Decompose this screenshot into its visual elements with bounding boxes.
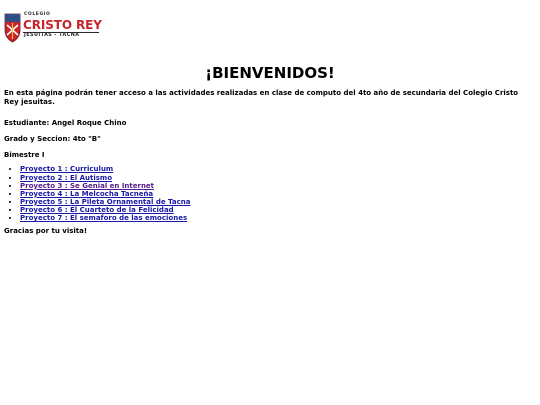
school-logo	[4, 13, 102, 43]
student-name: Estudiante: Angel Roque Chino	[4, 118, 127, 127]
thanks-text: Gracias por tu visita!	[4, 227, 88, 236]
intro-text: En esta página podrán tener acceso a las actividades realizadas en clase de computo del 4to año de secundaria del Colegio Cristo Rey jesuitas.	[4, 89, 519, 107]
list-item	[20, 198, 532, 206]
shield-icon	[4, 13, 21, 43]
project-link-2[interactable]: Proyecto 2 : El Autismo	[20, 173, 113, 182]
list-item	[20, 190, 532, 198]
bimestre-heading: Bimestre I	[4, 151, 45, 160]
list-item	[20, 182, 532, 190]
project-link-7[interactable]: Proyecto 7 : El semaforo de las emociones	[20, 214, 188, 223]
list-item	[20, 206, 532, 214]
project-link-4[interactable]: Proyecto 4 : La Melcocha Tacneña	[20, 189, 154, 198]
grade-section: Grado y Seccion: 4to "B"	[4, 134, 101, 143]
main-content	[4, 89, 532, 236]
project-link-3[interactable]: Proyecto 3 : Se Genial en Internet	[20, 181, 155, 190]
list-item	[20, 174, 532, 182]
project-link-6[interactable]: Proyecto 6 : El Cuarteto de la Felicidad	[20, 205, 174, 214]
page-title: ¡BIENVENIDOS!	[205, 64, 335, 82]
project-link-1[interactable]: Proyecto 1 : Curriculum	[20, 165, 114, 174]
project-link-5[interactable]: Proyecto 5 : La Pileta Ornamental de Tacna	[20, 197, 191, 206]
logo-subtitle: JESUITAS - TACNA	[24, 33, 80, 39]
list-item	[20, 214, 532, 222]
project-list	[4, 165, 532, 222]
logo-name: CRISTO REY	[23, 17, 102, 32]
list-item	[20, 165, 532, 173]
logo-text	[23, 13, 102, 39]
logo-top-text: COLEGIO	[24, 12, 51, 17]
